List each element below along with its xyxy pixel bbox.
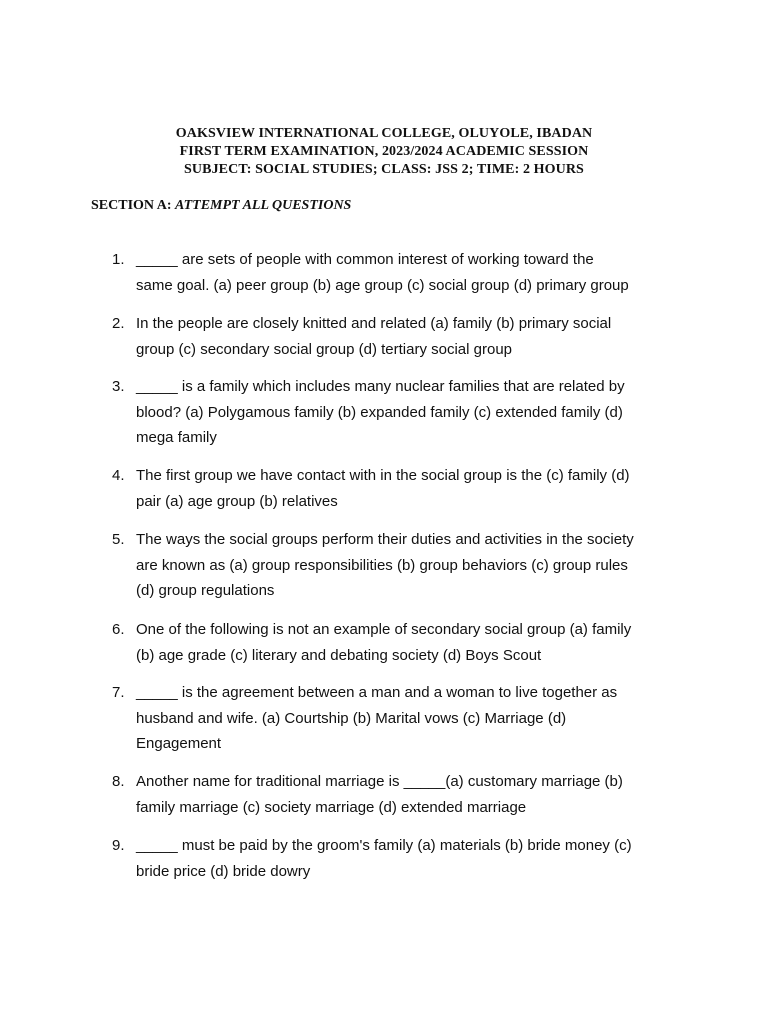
question-text-line: blood? (a) Polygamous family (b) expanded family (c) extended family (d) <box>136 403 623 421</box>
question-number: 7. <box>112 684 125 701</box>
exam-header <box>0 125 768 179</box>
question-text-line: The first group we have contact with in the social group is the (c) family (d) <box>136 467 630 484</box>
question-number: 9. <box>112 837 125 854</box>
question-number: 3. <box>112 378 125 395</box>
question-text-line: husband and wife. (a) Courtship (b) Marital vows (c) Marriage (d) <box>136 709 567 727</box>
question-text-line: family marriage (c) society marriage (d) extended marriage <box>136 798 527 816</box>
question-text-line: _____ are sets of people with common interest of working toward the <box>136 251 594 268</box>
question-text-line: _____ is a family which includes many nuclear families that are related by <box>136 378 625 395</box>
question-number: 2. <box>112 315 125 332</box>
question-number: 6. <box>112 621 125 638</box>
question-number: 8. <box>112 773 125 790</box>
question-text-line: In the people are closely knitted and related (a) family (b) primary social <box>136 315 612 332</box>
question-text-line: pair (a) age group (b) relatives <box>136 492 338 510</box>
question-text-line: mega family <box>136 429 217 446</box>
question-text-line: _____ must be paid by the groom's family (a) materials (b) bride money (c) <box>136 837 632 854</box>
school-name: OAKSVIEW INTERNATIONAL COLLEGE, OLUYOLE, IBADAN <box>175 126 593 141</box>
question-text-line: group (c) secondary social group (d) tertiary social group <box>136 340 513 358</box>
question-text-line: bride price (d) bride dowry <box>136 862 311 880</box>
question-text-line: are known as (a) group responsibilities (b) group behaviors (c) group rules <box>136 556 628 574</box>
question-text-line: (b) age grade (c) literary and debating society (d) Boys Scout <box>136 646 542 664</box>
question-text-line: same goal. (a) peer group (b) age group (c) social group (d) primary group <box>136 276 629 294</box>
question-number: 1. <box>112 251 125 268</box>
section-instruction: ATTEMPT ALL QUESTIONS <box>175 198 352 213</box>
question-text-line: Another name for traditional marriage is _____(a) customary marriage (b) <box>136 773 623 790</box>
question-text-line: Engagement <box>136 735 222 752</box>
question-text-line: One of the following is not an example of secondary social group (a) family <box>136 621 632 638</box>
section-heading <box>91 197 351 215</box>
question-text-line: The ways the social groups perform their duties and activities in the society <box>136 531 634 548</box>
question-text-line: _____ is the agreement between a man and a woman to live together as <box>136 684 618 701</box>
subject-line: SUBJECT: SOCIAL STUDIES; CLASS: JSS 2; TIME: 2 HOURS <box>184 162 584 177</box>
question-number: 5. <box>112 531 125 548</box>
question-number: 4. <box>112 467 125 484</box>
section-label: SECTION A: <box>91 198 176 213</box>
question-text-line: (d) group regulations <box>136 582 275 599</box>
exam-title: FIRST TERM EXAMINATION, 2023/2024 ACADEMIC SESSION <box>179 144 589 159</box>
